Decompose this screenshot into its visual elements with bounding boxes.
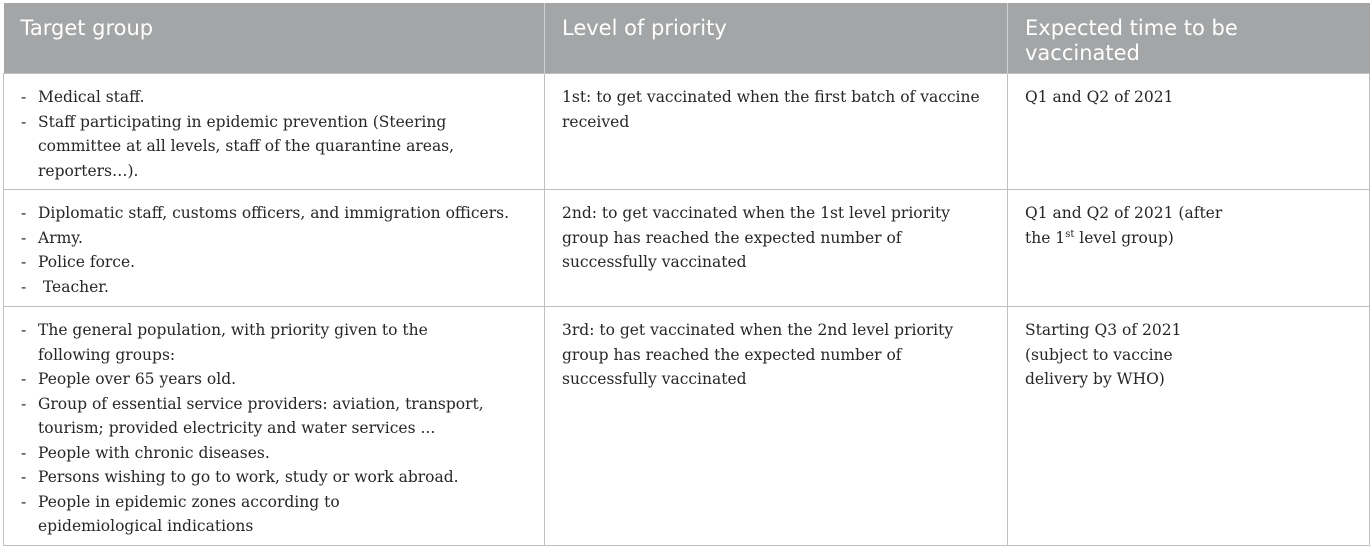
dash-marker: - <box>21 88 27 106</box>
list-item <box>21 110 534 184</box>
header-target-group: Target group <box>4 3 545 74</box>
time-text-prefix: Q1 and Q2 of 2021 (after the 1 <box>1025 204 1223 247</box>
priority-text: 3rd: to get vaccinated when the 2nd level priority group has reached the expected number of successfully vaccinated <box>562 321 954 388</box>
list-item <box>21 201 534 226</box>
dash-marker: - <box>21 228 27 247</box>
list-item-text: Army. <box>38 228 83 247</box>
time-text-superscript: st <box>1065 228 1075 240</box>
dash-marker: - <box>21 370 27 388</box>
table-row <box>4 307 1370 546</box>
dash-marker: - <box>21 468 27 486</box>
header-expected-time <box>1008 3 1370 74</box>
table-row <box>4 190 1370 307</box>
target-group-cell <box>4 307 545 546</box>
target-group-list <box>21 318 534 539</box>
dash-marker: - <box>21 204 27 222</box>
target-group-list <box>21 85 534 183</box>
target-group-cell <box>4 74 545 190</box>
list-item-text: The general population, with priority given to the following groups: <box>38 321 428 364</box>
dash-marker: - <box>21 253 27 271</box>
list-item-text: Group of essential service providers: aviation, transport, tourism; provided electricity and water services ... <box>38 394 484 437</box>
list-item <box>21 490 534 539</box>
time-cell <box>1008 190 1370 307</box>
target-group-list <box>21 201 534 299</box>
list-item-text: Police force. <box>38 253 136 271</box>
priority-text: 1st: to get vaccinated when the first batch of vaccine received <box>562 88 980 131</box>
list-item <box>21 441 534 466</box>
priority-text: 2nd: to get vaccinated when the 1st level priority group has reached the expected number of successfully vaccinated <box>562 204 950 271</box>
list-item <box>21 250 534 275</box>
time-cell <box>1008 307 1370 546</box>
table-row <box>4 74 1370 190</box>
dash-marker: - <box>21 112 27 131</box>
time-cell <box>1008 74 1370 190</box>
time-text <box>1025 201 1230 250</box>
list-item-text: Persons wishing to go to work, study or work abroad. <box>38 468 459 486</box>
target-group-cell <box>4 190 545 307</box>
list-item-text: Staff participating in epidemic prevention (Steering committee at all levels, staff of the quarantine areas, reporters…). <box>38 112 455 180</box>
dash-marker: - <box>21 321 27 339</box>
dash-marker: - <box>21 443 27 462</box>
list-item-text: Diplomatic staff, customs officers, and immigration officers. <box>38 204 510 222</box>
dash-marker: - <box>21 394 27 413</box>
list-item <box>21 275 534 300</box>
time-text: Starting Q3 of 2021 (subject to vaccine delivery by WHO) <box>1025 321 1182 388</box>
list-item-text: Medical staff. <box>38 88 145 106</box>
list-item <box>21 85 534 110</box>
list-item <box>21 318 534 367</box>
header-expected-time-text: Expected time to be vaccinated <box>1025 16 1238 65</box>
header-level-of-priority: Level of priority <box>545 3 1008 74</box>
dash-marker: - <box>21 492 27 511</box>
list-item <box>21 465 534 490</box>
list-item <box>21 367 534 392</box>
list-item-text: People with chronic diseases. <box>38 443 270 462</box>
priority-cell <box>545 307 1008 546</box>
list-item-text: People over 65 years old. <box>38 370 237 388</box>
vaccination-priority-table <box>3 3 1370 546</box>
header-row <box>4 3 1370 74</box>
list-item-text: People in epidemic zones according to epidemiological indications <box>38 492 340 535</box>
time-text-suffix: level group) <box>1074 228 1174 247</box>
list-item <box>21 226 534 251</box>
dash-marker: - <box>21 277 27 296</box>
priority-cell <box>545 74 1008 190</box>
list-item <box>21 392 534 441</box>
priority-cell <box>545 190 1008 307</box>
list-item-text: Teacher. <box>38 277 109 296</box>
time-text: Q1 and Q2 of 2021 <box>1025 88 1174 106</box>
